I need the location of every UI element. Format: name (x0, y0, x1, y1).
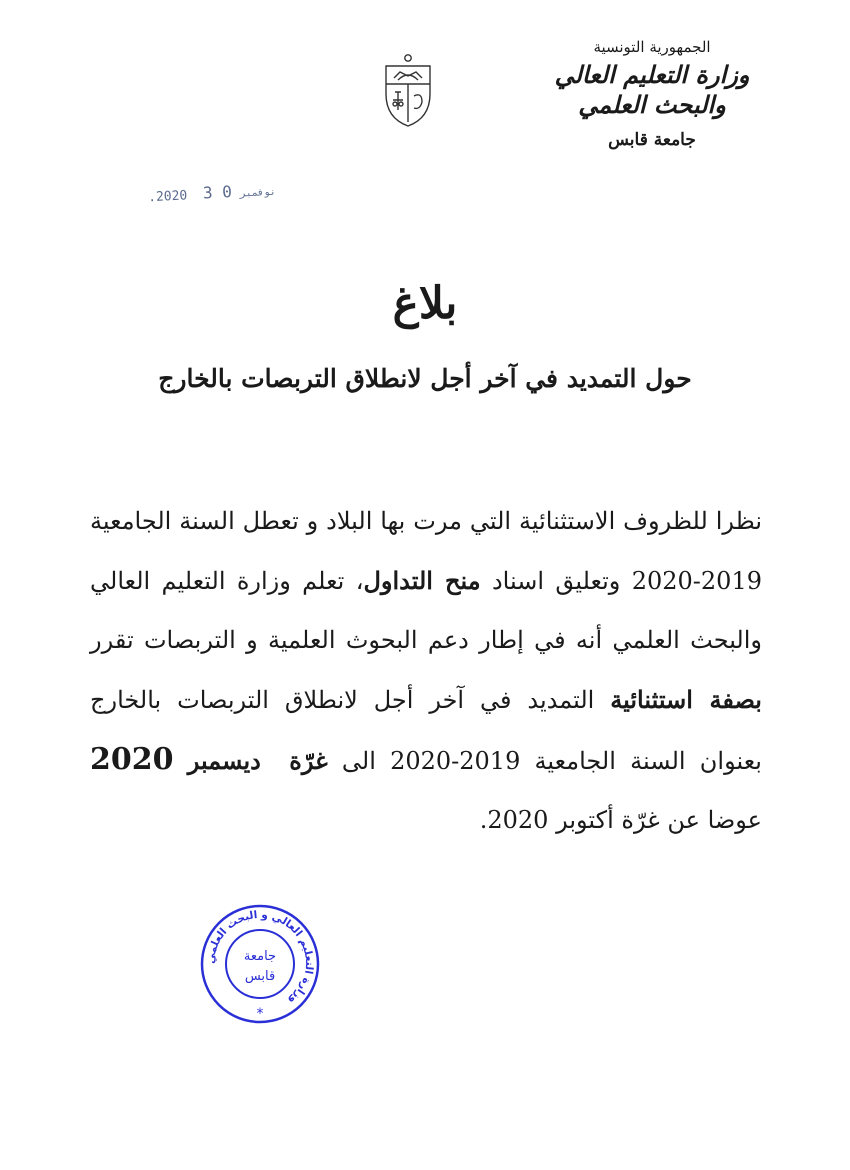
body-text-3: التمديد في آخر أجل لانطلاق التربصات بالخارج بعنوان السنة الجامعية 2019-2020 الى (90, 686, 762, 775)
seal-inner-line1: جامعة (243, 949, 277, 964)
seal-outer-text: وزارة التعليم العالي و البحث العلمي (204, 908, 316, 1008)
notice-title: بلاغ (392, 278, 458, 329)
notice-body (90, 492, 762, 850)
seal-outer-ring (202, 906, 318, 1022)
stamp-day: 0 3 (202, 181, 233, 203)
body-text-1: نظرا للظروف الاستثنائية التي مرت بها البلاد و تعطل السنة الجامعية 2019-2020 وتعليق اسناد (90, 507, 762, 595)
body-bold-trading-grants: منح التداول (363, 566, 481, 595)
notice-subtitle: حول التمديد في آخر أجل لانطلاق التربصات بالخارج (158, 364, 692, 393)
letterhead (542, 38, 762, 150)
republic-name: الجمهورية التونسية (593, 38, 711, 56)
ministry-name-line2: والبحث العلمي (578, 90, 726, 119)
stamp-year: .2020 (147, 188, 188, 206)
seal-inner-ring (226, 930, 294, 998)
tunisia-coat-of-arms-icon (378, 52, 438, 128)
body-text-2: ، تعلم وزارة التعليم العالي والبحث العلمي أنه في إطار دعم البحوث العلمية و التربصات تقرر (90, 567, 762, 654)
seal-star: * (256, 1006, 264, 1022)
university-name: جامعة قابس (608, 130, 696, 150)
body-bold-first: غرّة (289, 746, 328, 775)
seal-inner-line2: قابس (244, 969, 276, 984)
received-date-stamp (148, 180, 277, 206)
body-bold-december: ديسمبر (187, 746, 261, 775)
stamp-month: نوفمبر (239, 186, 277, 200)
university-seal (198, 902, 322, 1026)
body-bold-exceptional: بصفة استثنائية (610, 685, 762, 714)
ministry-name-line1: وزارة التعليم العالي (554, 60, 750, 89)
body-bold-year: 2020 (90, 742, 174, 777)
body-text-4: عوضا عن غرّة أكتوبر 2020. (479, 806, 762, 834)
